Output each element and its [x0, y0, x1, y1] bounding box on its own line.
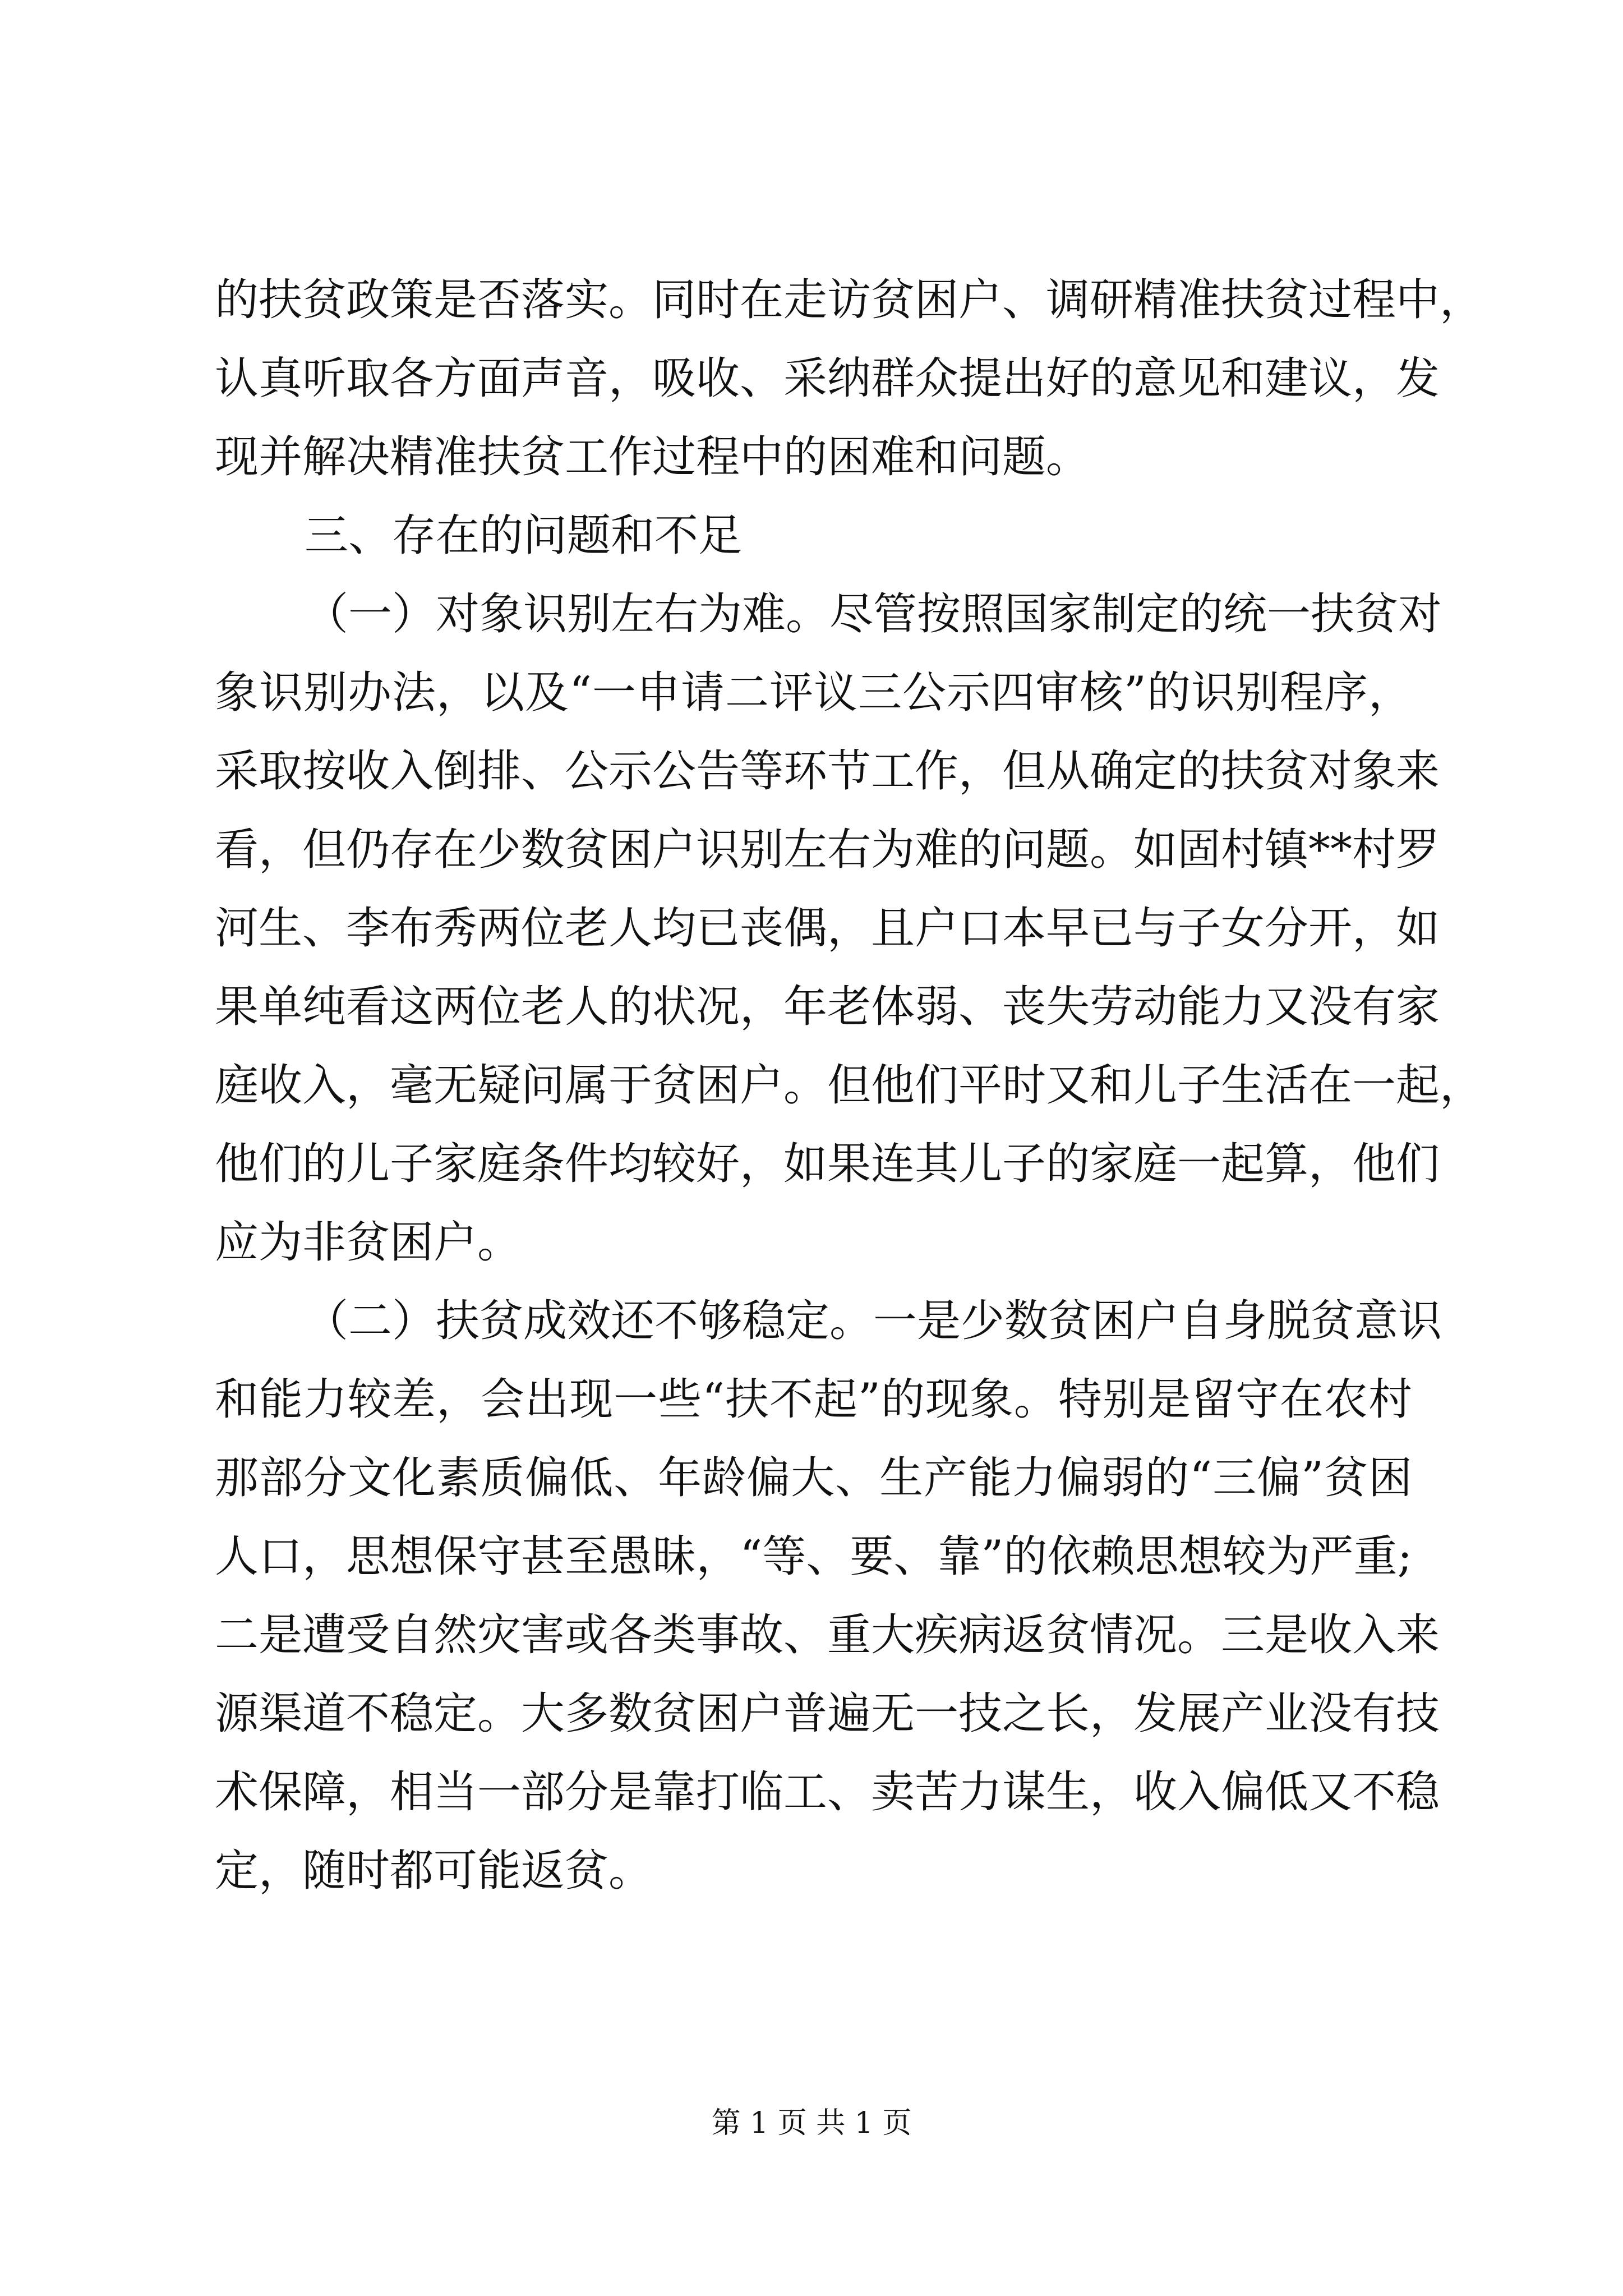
- paragraph-line: 和能力较差，会出现一些“扶不起”的现象。特别是留守在农村: [215, 1374, 1412, 1425]
- paragraph-line: 源渠道不稳定。大多数贫困户普遍无一技之长，发展产业没有技: [215, 1688, 1440, 1739]
- paragraph-line: 术保障，相当一部分是靠打临工、卖苦力谋生，收入偏低又不稳: [215, 1767, 1440, 1818]
- paragraph-line: 二是遭受自然灾害或各类事故、重大疾病返贫情况。三是收入来: [215, 1610, 1440, 1660]
- page-number-footer: 第 1 页 共 1 页: [711, 2106, 912, 2140]
- paragraph-line: 看，但仍存在少数贫困户识别左右为难的问题。如固村镇**村罗: [215, 825, 1440, 875]
- document-body: [215, 261, 1484, 1910]
- paragraph-line: 那部分文化素质偏低、年龄偏大、生产能力偏弱的“三偏”贫困: [215, 1453, 1412, 1503]
- paragraph-line: 现并解决精准扶贫工作过程中的困难和问题。: [215, 432, 1090, 482]
- paragraph-line: 庭收入，毫无疑问属于贫困户。但他们平时又和儿子生活在一起，: [215, 1060, 1484, 1111]
- paragraph-line: 他们的儿子家庭条件均较好，如果连其儿子的家庭一起算，他们: [215, 1139, 1440, 1189]
- section-heading: 三、存在的问题和不足: [305, 510, 743, 561]
- paragraph-line: （一）对象识别左右为难。尽管按照国家制定的统一扶贫对: [305, 589, 1442, 639]
- paragraph-line: 采取按收入倒排、公示公告等环节工作，但从确定的扶贫对象来: [215, 746, 1440, 797]
- paragraph-line: 的扶贫政策是否落实。同时在走访贫困户、调研精准扶贫过程中，: [215, 275, 1484, 325]
- paragraph-line: 认真听取各方面声音，吸收、采纳群众提出好的意见和建议，发: [215, 353, 1440, 404]
- paragraph-line: 果单纯看这两位老人的状况，年老体弱、丧失劳动能力又没有家: [215, 982, 1440, 1032]
- paragraph-line: 河生、李布秀两位老人均已丧偶，且户口本早已与子女分开，如: [215, 903, 1440, 954]
- paragraph-line: 应为非贫困户。: [215, 1217, 522, 1268]
- paragraph-line: 定，随时都可能返贫。: [215, 1846, 653, 1896]
- paragraph-line: 人口，思想保守甚至愚昧，“等、要、靠”的依赖思想较为严重;: [215, 1531, 1412, 1582]
- paragraph-line: （二）扶贫成效还不够稳定。一是少数贫困户自身脱贫意识: [305, 1296, 1442, 1346]
- paragraph-line: 象识别办法，以及“一申请二评议三公示四审核”的识别程序，: [215, 668, 1412, 718]
